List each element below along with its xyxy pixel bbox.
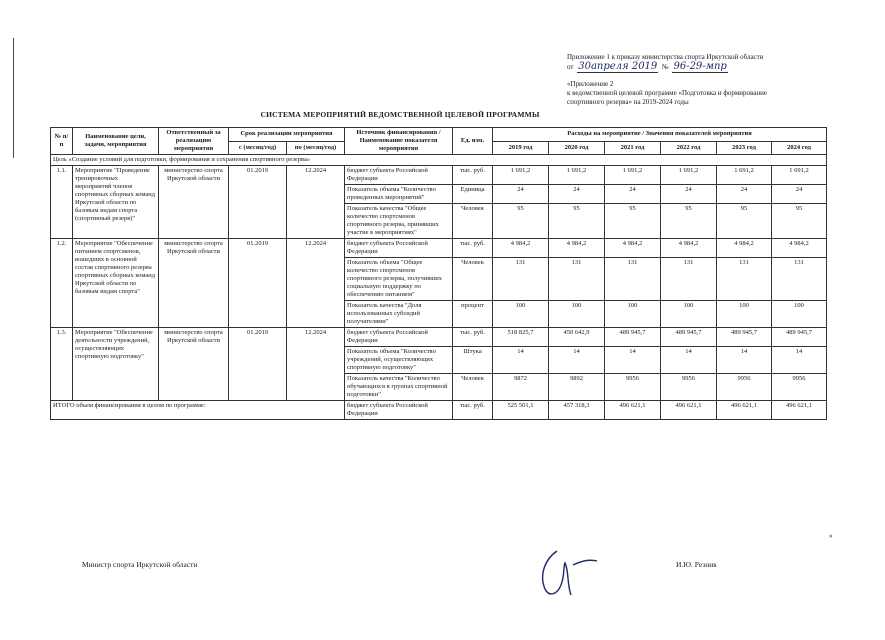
row-unit: Человек <box>453 204 493 239</box>
minister-title: Министр спорта Иркутской области <box>82 560 198 569</box>
header-name: Наименование цели, задачи, мероприятия <box>73 128 159 155</box>
events-body <box>51 166 827 401</box>
appendix-num-label: № <box>662 63 669 71</box>
row-value: 95 <box>605 204 661 239</box>
event-num: 1.1. <box>51 166 73 239</box>
row-value: 14 <box>661 347 717 374</box>
row-value: 24 <box>772 185 827 204</box>
row-value: 450 642,9 <box>549 328 605 347</box>
total-label: ИТОГО объем финансирования в целом по программе: <box>51 401 345 420</box>
total-body <box>51 401 827 420</box>
row-value: 4 984,2 <box>772 239 827 258</box>
row-source: Показатель качества "Количество обучающихся в группах спортивной подготовки" <box>345 374 453 401</box>
row-value: 489 945,7 <box>717 328 772 347</box>
handwritten-date: 30апреля 2019 <box>578 61 658 72</box>
header-source: Источник финансирования / Наименование показателя мероприятия <box>345 128 453 155</box>
row-value: 100 <box>549 301 605 328</box>
header-year-2020: 2020 год <box>549 141 605 155</box>
row-value: 24 <box>493 185 549 204</box>
header-costs: Расходы на мероприятие / Значения показателей мероприятия <box>493 128 827 142</box>
row-value: 131 <box>549 258 605 301</box>
row-value: 9956 <box>772 374 827 401</box>
row-value: 1 691,2 <box>493 166 549 185</box>
event-from: 01.2019 <box>229 239 287 328</box>
document-title: СИСТЕМА МЕРОПРИЯТИЙ ВЕДОМСТВЕННОЙ ЦЕЛЕВОЙ ПРОГРАММЫ <box>260 110 540 119</box>
row-value: 24 <box>549 185 605 204</box>
header-responsible: Ответственный за реализацию мероприятия <box>159 128 229 155</box>
row-value: 131 <box>772 258 827 301</box>
event-from: 01.2019 <box>229 166 287 239</box>
program-measures-table <box>50 127 827 420</box>
event-to: 12.2024 <box>287 239 345 328</box>
row-source: бюджет субъекта Российской Федерации <box>345 166 453 185</box>
row-value: 1 691,2 <box>661 166 717 185</box>
row-unit: Человек <box>453 258 493 301</box>
header-year-2021: 2021 год <box>605 141 661 155</box>
event-name: Мероприятие "Обеспечение деятельности учреждений, осуществляющих спортивную подготовку" <box>73 328 159 401</box>
row-value: 9956 <box>717 374 772 401</box>
row-value: 14 <box>493 347 549 374</box>
row-value: 518 825,7 <box>493 328 549 347</box>
row-value: 14 <box>549 347 605 374</box>
appendix-1-line: Приложение 1 к приказу министерства спорта Иркутской области <box>567 53 764 61</box>
row-unit: Единица <box>453 185 493 204</box>
goal-row <box>51 155 827 166</box>
row-value: 24 <box>605 185 661 204</box>
table-body <box>51 155 827 166</box>
row-value: 95 <box>493 204 549 239</box>
row-source: Показатель качества "Общее количество спортсменов спортивного резерва, принявших участие в мероприятиях" <box>345 204 453 239</box>
total-unit: тыс. руб. <box>453 401 493 420</box>
row-unit: Штука <box>453 347 493 374</box>
goal-cell: Цель «Создание условий для подготовки, формирования и сохранения спортивного резерва» <box>51 155 827 166</box>
row-source: бюджет субъекта Российской Федерации <box>345 328 453 347</box>
row-value: 100 <box>772 301 827 328</box>
row-value: 14 <box>605 347 661 374</box>
end-quote-mark: » <box>829 532 833 540</box>
row-value: 131 <box>605 258 661 301</box>
event-responsible: министерство спорта Иркутской области <box>159 328 229 401</box>
row-value: 9892 <box>549 374 605 401</box>
appendix-2-line-2: спортивного резерва» на 2019-2024 годы <box>567 98 689 106</box>
event-to: 12.2024 <box>287 328 345 401</box>
total-value-2022: 496 621,1 <box>661 401 717 420</box>
minister-name: И.Ю. Резник <box>676 560 717 569</box>
row-source: Показатель объема "Количество учреждений, осуществляющих спортивную подготовку" <box>345 347 453 374</box>
row-value: 100 <box>493 301 549 328</box>
header-from: с (месяц/год) <box>229 141 287 155</box>
row-unit: тыс. руб. <box>453 166 493 185</box>
binder-hole-line <box>13 38 14 158</box>
event-from: 01.2019 <box>229 328 287 401</box>
header-year-2023: 2023 год <box>717 141 772 155</box>
row-value: 489 945,7 <box>605 328 661 347</box>
row-source: Показатель качества "Доля использованных субсидий получателями" <box>345 301 453 328</box>
row-unit: Человек <box>453 374 493 401</box>
appendix-1-date-line <box>567 62 802 72</box>
row-value: 14 <box>772 347 827 374</box>
row-value: 4 984,2 <box>549 239 605 258</box>
event-num: 1.3. <box>51 328 73 401</box>
row-source: Показатель объема "Общее количество спортсменов спортивного резерва, получивших социальную поддержку по обеспечению питанием" <box>345 258 453 301</box>
row-source: Показатель объема "Количество проведенных мероприятий" <box>345 185 453 204</box>
row-value: 9956 <box>661 374 717 401</box>
header-year-2019: 2019 год <box>493 141 549 155</box>
row-value: 95 <box>717 204 772 239</box>
total-value-2019: 525 501,1 <box>493 401 549 420</box>
header-to: по (месяц/год) <box>287 141 345 155</box>
row-value: 9956 <box>605 374 661 401</box>
row-value: 489 945,7 <box>772 328 827 347</box>
row-value: 95 <box>549 204 605 239</box>
appendix-2-title: «Приложение 2 <box>567 80 614 88</box>
row-value: 14 <box>717 347 772 374</box>
row-value: 1 691,2 <box>717 166 772 185</box>
row-value: 4 984,2 <box>717 239 772 258</box>
event-to: 12.2024 <box>287 166 345 239</box>
event-num: 1.2. <box>51 239 73 328</box>
header-year-2022: 2022 год <box>661 141 717 155</box>
event-name: Мероприятие "Обеспечение питанием спортсменов, вошедших в основной состав спортивного резерва спортивных сборных команд Иркутской области по базовым видам спорта" <box>73 239 159 328</box>
table-row <box>51 328 827 347</box>
row-value: 100 <box>717 301 772 328</box>
event-responsible: министерство спорта Иркутской области <box>159 239 229 328</box>
event-name: Мероприятие "Проведение тренировочных мероприятий членов спортивных сборных команд Иркутской области по базовым видам спорта (спортивный резерв)" <box>73 166 159 239</box>
row-value: 1 691,2 <box>549 166 605 185</box>
row-value: 1 691,2 <box>772 166 827 185</box>
row-value: 4 984,2 <box>605 239 661 258</box>
row-value: 4 984,2 <box>661 239 717 258</box>
handwritten-order-number: 96-29-мпр <box>673 61 727 72</box>
row-unit: процент <box>453 301 493 328</box>
row-value: 131 <box>493 258 549 301</box>
row-value: 24 <box>717 185 772 204</box>
row-value: 100 <box>605 301 661 328</box>
row-value: 9872 <box>493 374 549 401</box>
row-unit: тыс. руб. <box>453 239 493 258</box>
total-value-2024: 496 621,1 <box>772 401 827 420</box>
total-value-2020: 457 318,3 <box>549 401 605 420</box>
row-value: 95 <box>772 204 827 239</box>
total-row <box>51 401 827 420</box>
total-source: бюджет субъекта Российской Федерации <box>345 401 453 420</box>
row-value: 131 <box>717 258 772 301</box>
row-value: 24 <box>661 185 717 204</box>
header-num: № п/п <box>51 128 73 155</box>
header-term: Срок реализации мероприятия <box>229 128 345 142</box>
total-value-2023: 496 621,1 <box>717 401 772 420</box>
table-row <box>51 166 827 185</box>
header-year-2024: 2024 год <box>772 141 827 155</box>
table-row <box>51 239 827 258</box>
header-unit: Ед. изм. <box>453 128 493 155</box>
row-value: 489 945,7 <box>661 328 717 347</box>
appendix-from-label: от <box>567 63 574 71</box>
row-unit: тыс. руб. <box>453 328 493 347</box>
row-value: 4 984,2 <box>493 239 549 258</box>
appendix-block <box>567 53 802 107</box>
row-source: бюджет субъекта Российской Федерации <box>345 239 453 258</box>
row-value: 1 691,2 <box>605 166 661 185</box>
event-responsible: министерство спорта Иркутской области <box>159 166 229 239</box>
appendix-2-block <box>567 80 802 107</box>
row-value: 95 <box>661 204 717 239</box>
total-value-2021: 496 621,1 <box>605 401 661 420</box>
handwritten-signature-icon <box>535 545 605 607</box>
row-value: 100 <box>661 301 717 328</box>
appendix-2-line-1: к ведомственной целевой программе «Подготовка и формирование <box>567 89 767 97</box>
row-value: 131 <box>661 258 717 301</box>
